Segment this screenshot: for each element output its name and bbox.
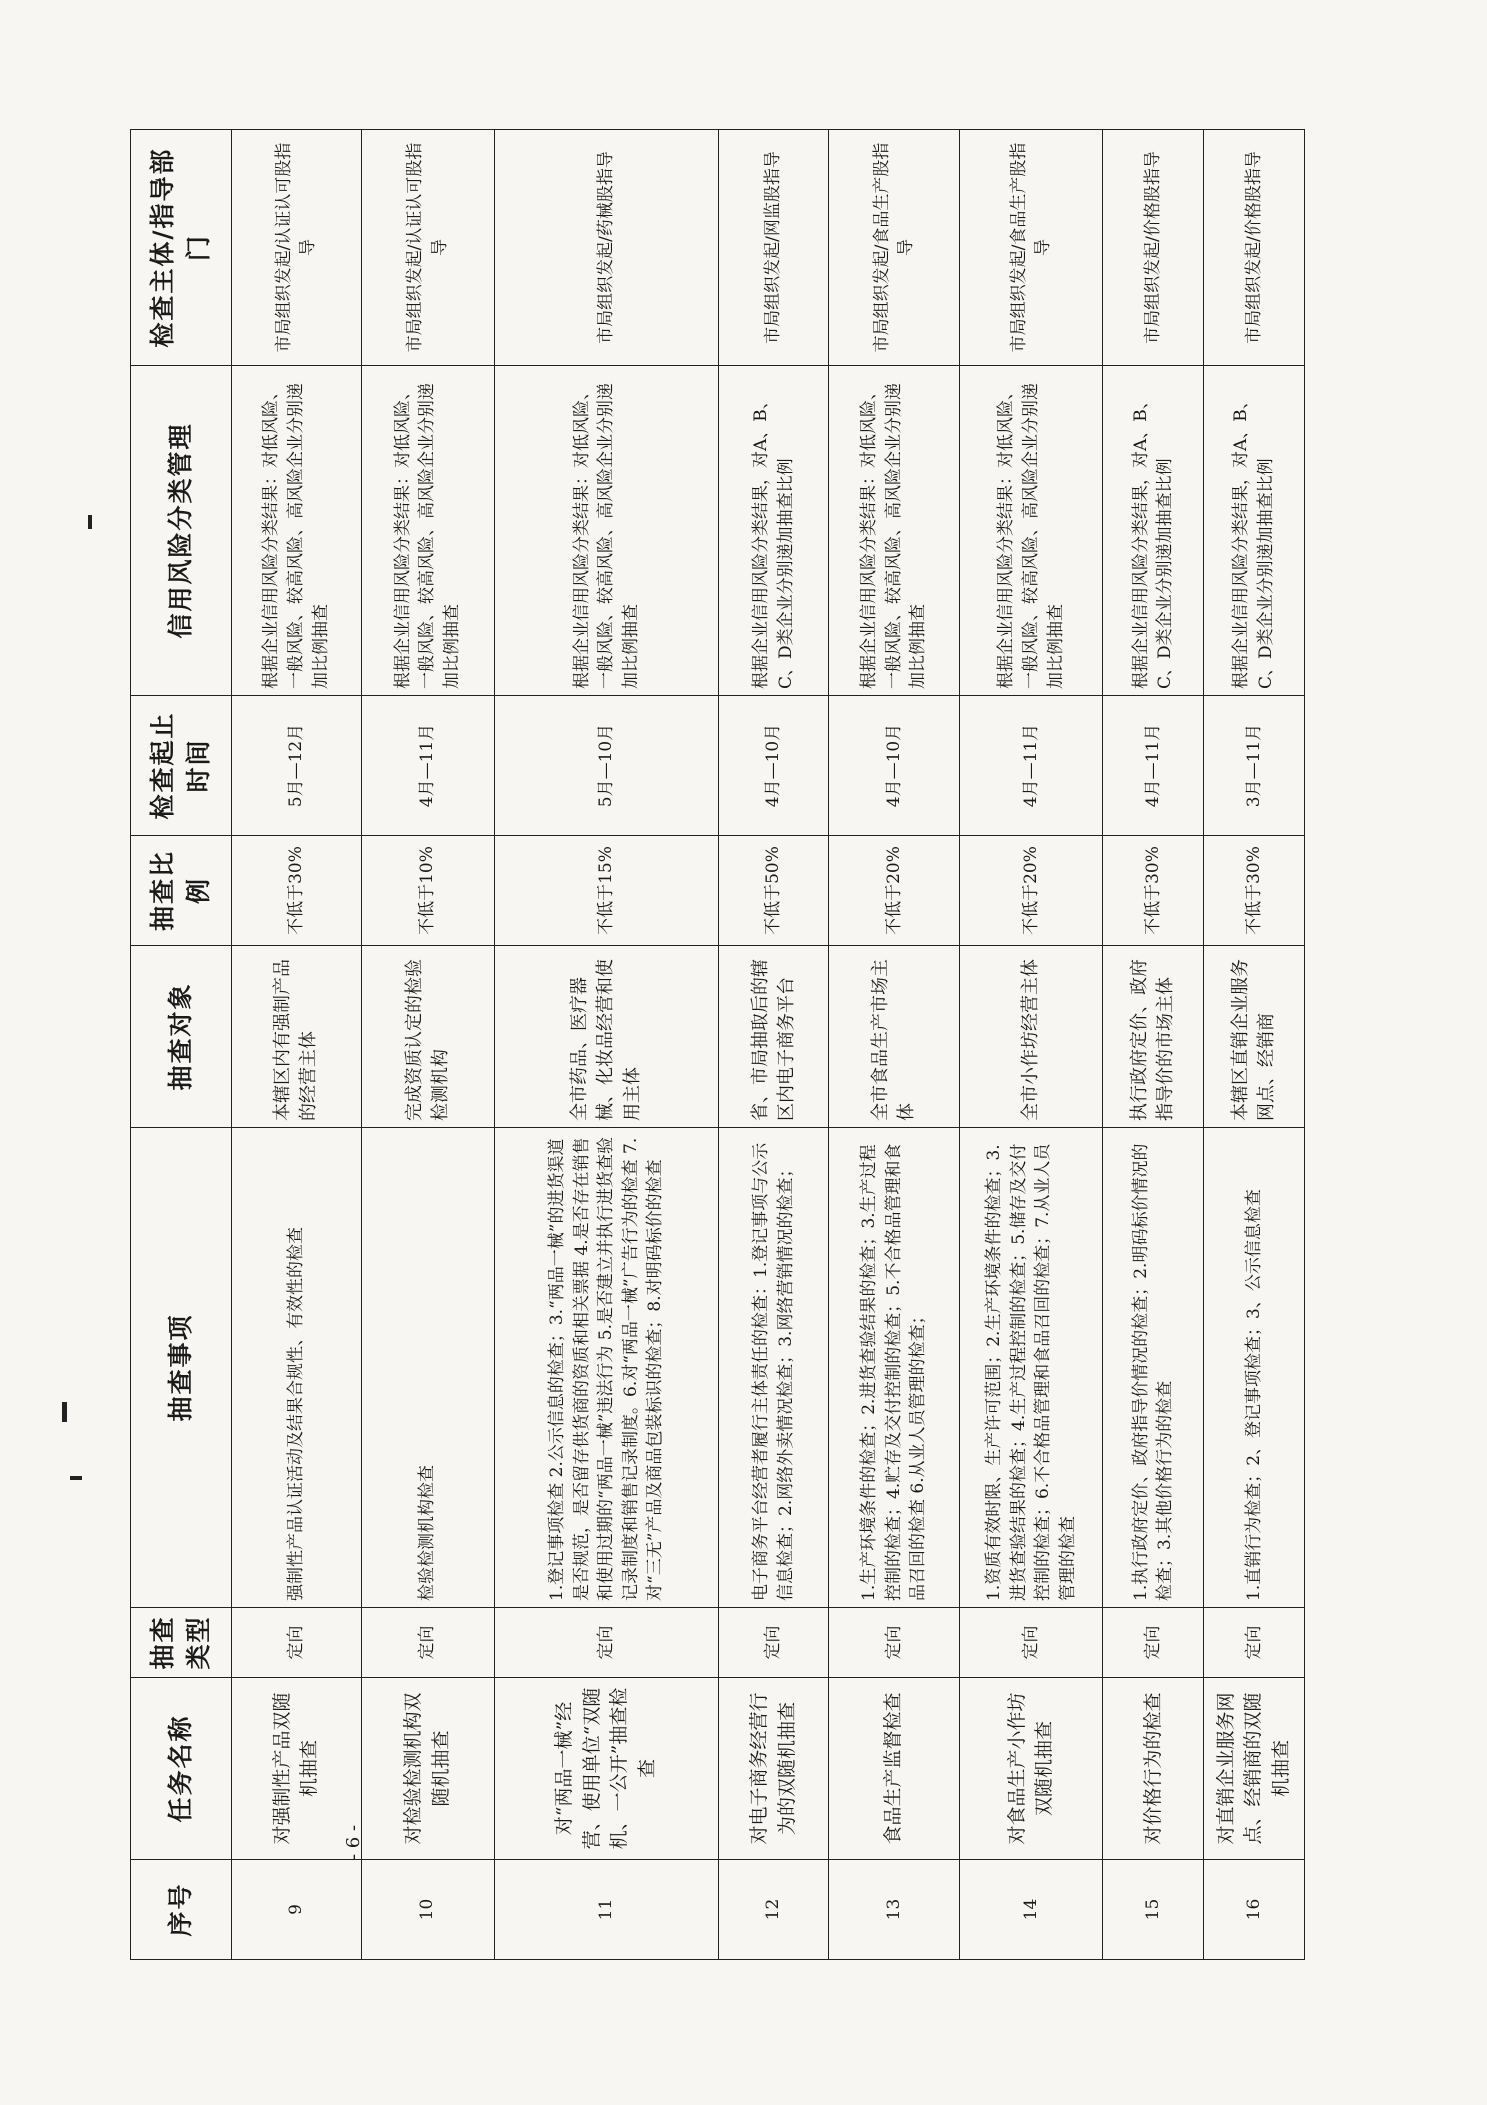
cell-ratio: 不低于20% [829, 836, 960, 946]
cell-dept: 市局组织发起/网监股指导 [719, 130, 829, 366]
table-row [719, 130, 829, 1960]
cell-credit: 根据企业信用风险分类结果：对低风险、一般风险、较高风险、高风险企业分别递加比例抽查 [232, 366, 362, 696]
cell-object: 执行政府定价、政府指导价的市场主体 [1103, 946, 1204, 1128]
header-task: 任务名称 [131, 1678, 232, 1860]
cell-ratio: 不低于30% [1103, 836, 1204, 946]
inspection-task-table [130, 129, 1305, 1960]
cell-type: 定向 [232, 1608, 362, 1678]
cell-items: 电子商务平台经营者履行主体责任的检查：1.登记事项与公示信息检查；2.网络外卖情况检查；3.网络营销情况的检查； [719, 1128, 829, 1608]
table-row [361, 130, 494, 1960]
table-row [232, 130, 362, 1960]
cell-type: 定向 [829, 1608, 960, 1678]
scan-mark [62, 1402, 67, 1422]
header-items: 抽查事项 [131, 1128, 232, 1608]
cell-type: 定向 [960, 1608, 1103, 1678]
cell-seq: 10 [361, 1860, 494, 1960]
header-ratio: 抽查比例 [131, 836, 232, 946]
cell-credit: 根据企业信用风险分类结果：对低风险、一般风险、较高风险、高风险企业分别递加比例抽查 [494, 366, 718, 696]
table-row [960, 130, 1103, 1960]
cell-seq: 13 [829, 1860, 960, 1960]
cell-period: 4月—10月 [829, 696, 960, 836]
cell-period: 4月—11月 [1103, 696, 1204, 836]
table-row [1103, 130, 1204, 1960]
cell-period: 5月—12月 [232, 696, 362, 836]
cell-ratio: 不低于30% [232, 836, 362, 946]
cell-object: 全市食品生产市场主体 [829, 946, 960, 1128]
cell-items: 1.直销行为检查；2、登记事项检查；3、公示信息检查 [1204, 1128, 1305, 1608]
cell-task: 对强制性产品双随机抽查 [232, 1678, 362, 1860]
cell-credit: 根据企业信用风险分类结果：对低风险、一般风险、较高风险、高风险企业分别递加比例抽查 [960, 366, 1103, 696]
cell-type: 定向 [361, 1608, 494, 1678]
cell-seq: 15 [1103, 1860, 1204, 1960]
cell-task: 食品生产监督检查 [829, 1678, 960, 1860]
cell-period: 4月—11月 [960, 696, 1103, 836]
cell-object: 本辖区直销企业服务网点、经销商 [1204, 946, 1305, 1128]
table-row [494, 130, 718, 1960]
cell-ratio: 不低于10% [361, 836, 494, 946]
cell-items: 1.资质有效时限、生产许可范围；2.生产环境条件的检查；3.进货查验结果的检查；4.生产过程控制的检查；5.储存及交付控制的检查；6.不合格品管理和食品召回的检查；7.从业人员管理的检查 [960, 1128, 1103, 1608]
header-credit: 信用风险分类管理 [131, 366, 232, 696]
cell-dept: 市局组织发起/价格股指导 [1204, 130, 1305, 366]
cell-object: 全市药品、医疗器械、化妆品经营和使用主体 [494, 946, 718, 1128]
cell-items: 1.生产环境条件的检查；2.进货查验结果的检查；3.生产过程控制的检查；4.贮存及交付控制的检查；5.不合格品管理和食品召回的检查 6.从业人员管理的检查； [829, 1128, 960, 1608]
cell-ratio: 不低于30% [1204, 836, 1305, 946]
cell-items: 1.登记事项检查 2.公示信息的检查；3.“两品一械”的进货渠道是否规范，是否留存供货商的资质和相关票据 4.是否存在销售和使用过期的“两品一械”违法行为 5.是否建立并执行进货查验记录制度和销售记录制度。6.对“两品一械”广告行为的检查 7.对“三无”产品及商品包装标识的检查；8.对明码标价的检查 [494, 1128, 718, 1608]
cell-task: 对直销企业服务网点、经销商的双随机抽查 [1204, 1678, 1305, 1860]
cell-seq: 14 [960, 1860, 1103, 1960]
cell-dept: 市局组织发起/食品生产股指导 [960, 130, 1103, 366]
cell-type: 定向 [1103, 1608, 1204, 1678]
cell-object: 全市小作坊经营主体 [960, 946, 1103, 1128]
cell-items: 检验检测机构检查 [361, 1128, 494, 1608]
cell-type: 定向 [1204, 1608, 1305, 1678]
cell-seq: 16 [1204, 1860, 1305, 1960]
table-header-row [131, 130, 232, 1960]
cell-task: 对价格行为的检查 [1103, 1678, 1204, 1860]
cell-task: 对“两品一械”经营、使用单位“双随机、一公开”抽查检查 [494, 1678, 718, 1860]
cell-items: 1.执行政府定价、政府指导价情况的检查；2.明码标价情况的检查；3.其他价格行为的检查 [1103, 1128, 1204, 1608]
cell-dept: 市局组织发起/食品生产股指导 [829, 130, 960, 366]
scan-mark [88, 515, 92, 529]
cell-dept: 市局组织发起/价格股指导 [1103, 130, 1204, 366]
cell-dept: 市局组织发起/认证认可股指导 [361, 130, 494, 366]
cell-ratio: 不低于50% [719, 836, 829, 946]
cell-task: 对检验检测机构双随机抽查 [361, 1678, 494, 1860]
cell-ratio: 不低于15% [494, 836, 718, 946]
cell-type: 定向 [719, 1608, 829, 1678]
cell-credit: 根据企业信用风险分类结果，对A、B、C、D类企业分别递加抽查比例 [1204, 366, 1305, 696]
cell-credit: 根据企业信用风险分类结果，对A、B、C、D类企业分别递加抽查比例 [1103, 366, 1204, 696]
cell-period: 4月—11月 [361, 696, 494, 836]
cell-dept: 市局组织发起/药械股指导 [494, 130, 718, 366]
table-row [1204, 130, 1305, 1960]
cell-seq: 12 [719, 1860, 829, 1960]
cell-object: 完成资质认定的检验检测机构 [361, 946, 494, 1128]
cell-items: 强制性产品认证活动及结果合规性、有效性的检查 [232, 1128, 362, 1608]
cell-ratio: 不低于20% [960, 836, 1103, 946]
header-seq: 序号 [131, 1860, 232, 1960]
cell-period: 3月—11月 [1204, 696, 1305, 836]
cell-period: 4月—10月 [719, 696, 829, 836]
header-dept: 检查主体/指导部门 [131, 130, 232, 366]
cell-object: 省、市局抽取后的辖区内电子商务平台 [719, 946, 829, 1128]
header-period: 检查起止时间 [131, 696, 232, 836]
cell-period: 5月—10月 [494, 696, 718, 836]
cell-dept: 市局组织发起/认证认可股指导 [232, 130, 362, 366]
cell-credit: 根据企业信用风险分类结果：对低风险、一般风险、较高风险、高风险企业分别递加比例抽查 [829, 366, 960, 696]
cell-type: 定向 [494, 1608, 718, 1678]
table-row [829, 130, 960, 1960]
cell-seq: 11 [494, 1860, 718, 1960]
header-type: 抽查类型 [131, 1608, 232, 1678]
scan-mark [70, 1476, 82, 1480]
cell-task: 对食品生产小作坊双随机抽查 [960, 1678, 1103, 1860]
cell-object: 本辖区内有强制产品的经营主体 [232, 946, 362, 1128]
rotated-table-container [130, 130, 1305, 1960]
cell-credit: 根据企业信用风险分类结果，对A、B、C、D类企业分别递加抽查比例 [719, 366, 829, 696]
header-object: 抽查对象 [131, 946, 232, 1128]
cell-seq: 9 [232, 1860, 362, 1960]
page-number: - 6 - [343, 1824, 364, 1860]
cell-credit: 根据企业信用风险分类结果：对低风险、一般风险、较高风险、高风险企业分别递加比例抽查 [361, 366, 494, 696]
cell-task: 对电子商务经营行为的双随机抽查 [719, 1678, 829, 1860]
